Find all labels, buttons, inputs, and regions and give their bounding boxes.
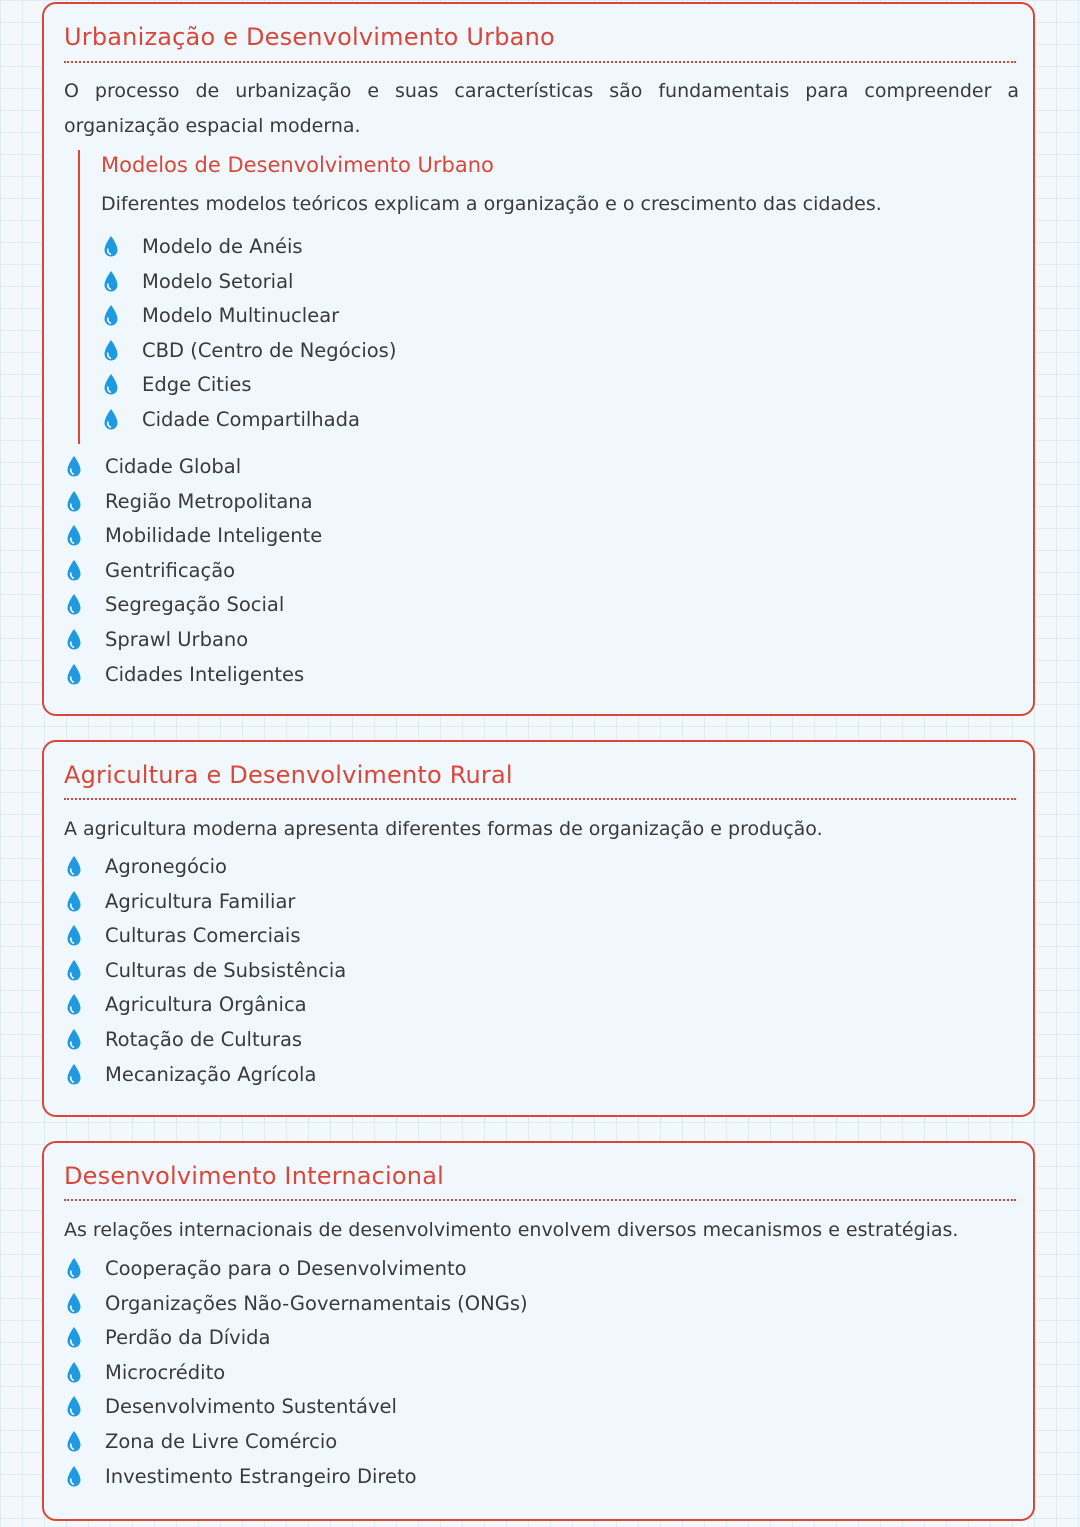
section-card-urbanization [42,2,1035,716]
water-drop-icon [66,1292,82,1315]
list-item-label: Mecanização Agrícola [105,1062,317,1086]
water-drop-icon [66,559,82,582]
section-divider [64,61,1016,63]
list-item-label: Modelo Setorial [142,269,294,293]
water-drop-icon [66,1395,82,1418]
list-item [64,1460,528,1495]
subsection-title: Modelos de Desenvolvimento Urbano [101,153,494,177]
list-item [101,265,396,300]
section-intro: O processo de urbanização e suas características são fundamentais para compreender a organização espacial moderna. [64,80,1019,137]
list-item [64,1023,346,1058]
list-item-label: Rotação de Culturas [105,1027,303,1051]
section-title: Agricultura e Desenvolvimento Rural [64,761,513,789]
list-item-label: Sprawl Urbano [105,627,249,651]
section-title: Urbanização e Desenvolvimento Urbano [64,23,555,51]
water-drop-icon [66,455,82,478]
list-item-label: Investimento Estrangeiro Direto [105,1464,417,1488]
water-drop-icon [66,855,82,878]
list-item-label: Modelo de Anéis [142,235,303,258]
list-item [64,554,322,589]
water-drop-icon [66,1028,82,1051]
section-card-international [42,1141,1035,1521]
water-drop-icon [103,408,119,431]
list-item-label: Modelo Multinuclear [142,304,340,328]
subsection-intro: Diferentes modelos teóricos explicam a organização e o crescimento das cidades. [101,193,882,215]
list-item-label: Edge Cities [142,373,252,397]
section-list [64,450,322,692]
water-drop-icon [66,663,82,686]
list-item-label: Cidade Compartilhada [142,407,360,431]
water-drop-icon [66,628,82,651]
list-item [64,1356,528,1391]
section-list [64,1252,528,1494]
water-drop-icon [66,1063,82,1086]
list-item-label: Culturas de Subsistência [105,958,347,982]
list-item-label: Agricultura Familiar [105,889,296,913]
list-item-label: Região Metropolitana [105,489,313,513]
water-drop-icon [66,1430,82,1453]
list-item-label: Organizações Não-Governamentais (ONGs) [105,1291,528,1315]
water-drop-icon [66,1257,82,1280]
subsection-urban-models [78,150,980,444]
list-item [64,1390,528,1425]
list-item [64,623,322,658]
list-item-label: Perdão da Dívida [105,1326,271,1350]
list-item [101,299,396,334]
section-intro: A agricultura moderna apresenta diferentes formas de organização e produção. [64,818,823,840]
water-drop-icon [66,1465,82,1488]
list-item-label: Mobilidade Inteligente [105,524,323,548]
water-drop-icon [66,993,82,1016]
list-item [64,919,346,954]
list-item [64,1321,528,1356]
water-drop-icon [103,270,119,293]
list-item-label: CBD (Centro de Negócios) [142,338,397,362]
list-item-label: Cidades Inteligentes [105,662,305,686]
list-item [64,485,322,520]
list-item-label: Desenvolvimento Sustentável [105,1395,397,1419]
list-item [64,1425,528,1460]
list-item [101,368,396,403]
list-item-label: Agricultura Orgânica [105,993,307,1017]
list-item-label: Gentrificação [105,558,236,582]
section-divider [64,1199,1016,1201]
section-intro: As relações internacionais de desenvolvimento envolvem diversos mecanismos e estratégias. [64,1219,959,1241]
list-item-label: Cidade Global [105,455,242,478]
water-drop-icon [66,593,82,616]
section-list [64,850,346,1092]
list-item [64,519,322,554]
list-item [64,588,322,623]
list-item [64,885,346,920]
section-divider [64,798,1016,800]
list-item [101,230,396,265]
list-item [64,1252,528,1287]
list-item [64,658,322,693]
list-item-label: Segregação Social [105,593,285,617]
water-drop-icon [103,373,119,396]
water-drop-icon [103,304,119,327]
water-drop-icon [66,1326,82,1349]
list-item-label: Microcrédito [105,1360,226,1384]
section-title: Desenvolvimento Internacional [64,1162,444,1190]
list-item [64,850,346,885]
list-item [64,954,346,989]
list-item [64,450,322,485]
section-card-agriculture [42,740,1035,1117]
list-item-label: Agronegócio [105,855,227,878]
subsection-list [101,230,396,438]
list-item [64,1287,528,1322]
list-item-label: Zona de Livre Comércio [105,1429,338,1453]
list-item [64,1058,346,1093]
water-drop-icon [103,339,119,362]
list-item-label: Cooperação para o Desenvolvimento [105,1257,467,1280]
list-item [101,334,396,369]
list-item [101,403,396,438]
list-item [64,988,346,1023]
water-drop-icon [66,890,82,913]
water-drop-icon [66,924,82,947]
water-drop-icon [103,235,119,258]
water-drop-icon [66,490,82,513]
water-drop-icon [66,959,82,982]
list-item-label: Culturas Comerciais [105,924,301,948]
water-drop-icon [66,524,82,547]
water-drop-icon [66,1361,82,1384]
